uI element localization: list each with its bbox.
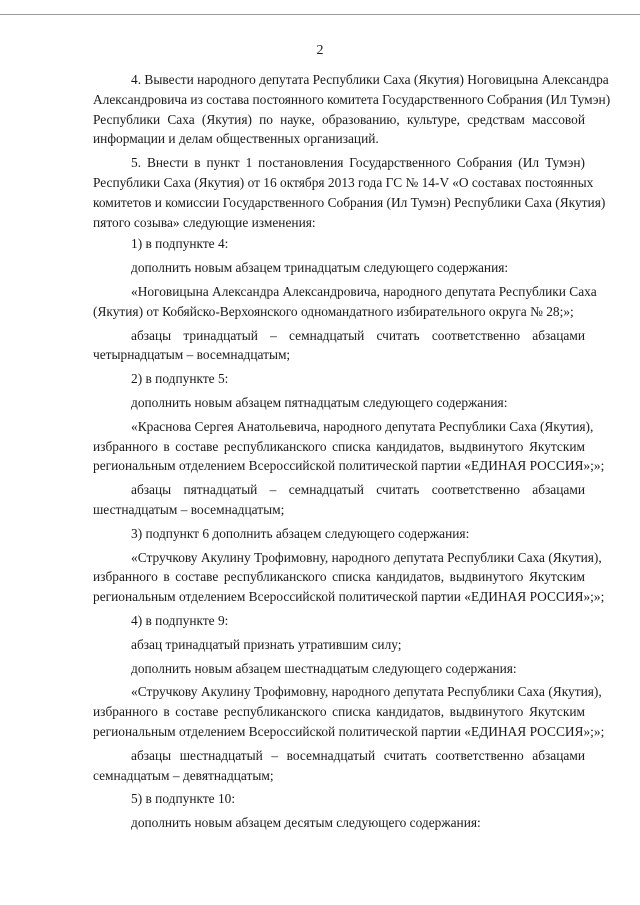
quoted-paragraph [93,282,597,322]
text-line: шестнадцатым – восемнадцатым; [93,501,285,517]
subpoint-heading: 3) подпункт 6 дополнить абзацем следующего содержания: [131,525,470,541]
text-line: абзацы тринадцатый – семнадцатый считать соответственно абзацами [131,327,585,343]
text-line: «Стручкову Акулину Трофимовну, народного депутата Республики Саха (Якутия), [131,684,602,700]
text-line: информации и делам общественных организаций. [93,131,379,147]
text-line: региональным отделением Всероссийской политической партии «ЕДИНАЯ РОССИЯ»;»; [93,589,605,605]
subpoint-heading: 2) в подпункте 5: [131,371,229,387]
text-line: дополнить новым абзацем шестнадцатым следующего содержания: [131,660,517,676]
paragraph [93,326,585,366]
text-line: Республики Саха (Якутия) от 16 октября 2013 года ГС № 14-V «О составах постоянных [93,174,594,190]
text-line: «Краснова Сергея Анатольевича, народного депутата Республики Саха (Якутия), [131,418,594,434]
text-line: четырнадцатым – восемнадцатым; [93,347,291,363]
text-line: 5. Внести в пункт 1 постановления Государственного Собрания (Ил Тумэн) [131,155,585,171]
text-line: избранного в составе республиканского списка кандидатов, выдвинутого Якутским [93,569,585,585]
page-number: 2 [316,43,324,58]
text-line: абзац тринадцатый признать утратившим силу; [131,636,402,652]
text-line: семнадцатым – девятнадцатым; [93,767,274,783]
document-body [93,70,611,833]
paragraph [93,746,585,786]
text-line: «Стручкову Акулину Трофимовну, народного депутата Республики Саха (Якутия), [131,549,602,565]
subpoint-heading: 1) в подпункте 4: [131,236,229,252]
text-line: Александровича из состава постоянного комитета Государственного Собрания (Ил Тумэн) [93,91,611,107]
quoted-paragraph [93,682,605,741]
text-line: абзацы шестнадцатый – восемнадцатый считать соответственно абзацами [131,747,585,763]
paragraph-item-5 [93,153,606,232]
text-line: дополнить новым абзацем десятым следующего содержания: [131,815,481,831]
paragraph [93,480,585,520]
text-line: пятого созыва» следующие изменения: [93,214,316,230]
text-line: «Ноговицына Александра Александровича, народного депутата Республики Саха [131,283,597,299]
text-line: дополнить новым абзацем тринадцатым следующего содержания: [131,260,509,276]
text-line: избранного в составе республиканского списка кандидатов, выдвинутого Якутским [93,438,585,454]
subpoint-heading: 4) в подпункте 9: [131,612,229,628]
text-line: комитетов и комиссии Государственного Собрания (Ил Тумэн) Республики Саха (Якутия) [93,194,606,210]
quoted-paragraph [93,417,605,476]
text-line: абзацы пятнадцатый – семнадцатый считать соответственно абзацами [131,482,585,498]
text-line: 4. Вывести народного депутата Республики Саха (Якутия) Ноговицына Александра [131,72,609,87]
text-line: дополнить новым абзацем пятнадцатым следующего содержания: [131,394,508,410]
text-line: региональным отделением Всероссийской политической партии «ЕДИНАЯ РОССИЯ»;»; [93,723,605,739]
scan-top-edge [0,14,640,15]
text-line: Республики Саха (Якутия) по науке, образованию, культуре, средствам массовой [93,111,585,127]
paragraph-item-4 [93,70,611,149]
text-line: избранного в составе республиканского списка кандидатов, выдвинутого Якутским [93,704,585,720]
subpoint-heading: 5) в подпункте 10: [131,791,236,807]
quoted-paragraph [93,548,605,607]
text-line: региональным отделением Всероссийской политической партии «ЕДИНАЯ РОССИЯ»;»; [93,458,605,474]
text-line: (Якутия) от Кобяйско-Верхоянского одномандатного избирательного округа № 28;»; [93,303,574,319]
